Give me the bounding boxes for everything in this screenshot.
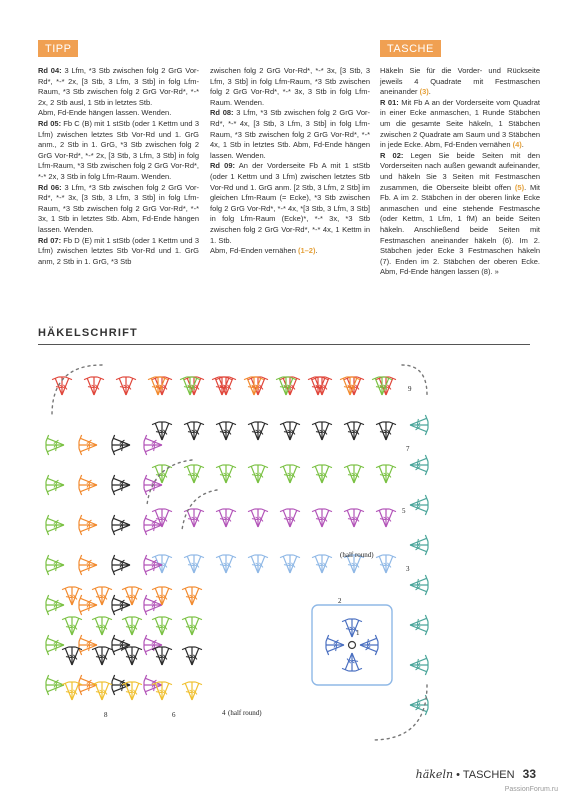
paragraph (38, 119, 199, 183)
paragraph-text-end: . Mit Fb. A im 2. Stäbchen in der oberen linke Ecke anmaschen und eine stehende Festmasche (oder Kettm, 1 Lfm, 1 fM) an beide Seiten häkeln. Anschließend beide Seiten mit Festmaschen aneinander häkeln (6). Im 2. Stäbchen jeder Ecke 3 Festmaschen häkeln (7). Enden im 2. Stäbchen der oberen Ecke. Abm, Fd-Ende hängen lassen (8). » (380, 182, 540, 277)
tasche-tag: TASCHE (380, 40, 441, 57)
paragraph-text: Fb D (E) mit 1 stStb (oder 1 Kettm und 3 Lfm) zwischen letztes Stb Vor-Rd und 1. GrG anm, 2 Stb in 1. GrG, *3 Stb (38, 235, 199, 266)
row-number-label: 5 (402, 507, 406, 515)
row-number-label: 7 (406, 445, 410, 453)
row-number-label: 3 (406, 565, 410, 573)
section-title: HÄKELSCHRIFT (38, 327, 138, 339)
paragraph-text: Legen Sie beide Seiten mit den Vorderseiten nach außen gewandt aufeinander, und häkeln Sie 3 Seiten mit Festmaschen zusammen, die Oberseite bleibt offen (380, 150, 540, 192)
row-number-label: 2 (338, 597, 342, 605)
paragraph (380, 66, 540, 98)
paragraph-text: Häkeln Sie für die Vorder- und Rückseite jeweils 4 Quadrate mit Festmaschen aneinander (380, 66, 540, 97)
crochet-diagram (42, 355, 434, 747)
paragraph (210, 66, 370, 108)
row-number-label: 9 (408, 385, 412, 393)
page-number: 33 (522, 767, 536, 781)
paragraph (380, 98, 540, 151)
row-number-label: 8 (104, 711, 108, 719)
row-number-label: 4 (222, 709, 226, 717)
watermark: PassionForum.ru (504, 786, 558, 793)
paragraph (38, 236, 199, 268)
row-label: Rd 07: (38, 235, 62, 245)
paragraph-text: Fb C (B) mit 1 stStb (oder 1 Kettm und 3 Lfm) zwischen letztes Stb Vor-Rd und 1. GrG anm., 2 Stb in 1. GrG, *3 Stb zwischen folg 2 GrG Vor-Rd*, *-* 2x, [3 Stb, 3 Lfm, 3 Stb] in folg Lfm-Raum, *3 Stb zwischen folg 2 GrG Vor-Rd*, *-* 2x, 3 Stb in folg Lfm-Raum. Wenden. (38, 118, 199, 181)
row-label: R 02: (380, 150, 404, 160)
paragraph (210, 246, 370, 257)
magic-ring (349, 642, 356, 649)
page-footer (416, 767, 536, 781)
tipp-tag: TIPP (38, 40, 78, 57)
row-label: R 01: (380, 97, 399, 107)
row-number-label: 6 (172, 711, 176, 719)
footer-section: TASCHEN (462, 769, 515, 781)
footer-brand: häkeln (415, 768, 454, 781)
text-column-2 (210, 66, 370, 257)
row-label: Rd 09: (210, 161, 235, 171)
chain-arc (372, 685, 427, 740)
row-label: Rd 05: (38, 118, 62, 128)
paragraph-text: Mit Fb A an der Vorderseite vom Quadrat in einer Ecke anmaschen, 1 Runde Stäbchen um die gesamte Seite häkeln, 1 Stäbchen zwischen 2 Quadrate am Saum und 3 Stäbchen in jede Ecke. Abm, Fd-Enden vernähen (380, 97, 540, 150)
paragraph (38, 183, 199, 236)
paragraph-text: An der Vorderseite Fb A mit 1 stStb (oder 1 Kettm und 3 Lfm) zwischen letztes Stb Vor-Rd und 1. GrG anm. [2 Stb, 3 Lfm, 2 Stb] im gleichen Lfm-Raum (= Ecke), *3 Stb zwischen folg 2 GrG Vor-Rd*, *-* 4x, *[3 Stb, 3 Lfm, 3 Stb] in folg Lfm-Raum (Ecke)*, *-* 3x, *3 Stb zwischen folg 2 GrG Vor-Rd*, *-* 4x, 1 Kettm in 1. Stb. (210, 161, 370, 245)
half-round-note: (half round) (340, 551, 374, 559)
text-column-3 (380, 66, 540, 278)
row-label: Rd 04: (38, 66, 62, 75)
paragraph-text: 3 Lfm, *3 Stb zwischen folg 2 GrG Vor-Rd*, *-* 2x, [3 Stb, 3 Lfm, 3 Stb] in folg Lfm-Raum, *3 Stb zwischen folg 2 GrG Vor-Rd*, *-* 2x, 2 Stb ausl, 1 Stb in letztes Stb. (38, 66, 199, 107)
step-reference: (3) (419, 87, 429, 97)
section-divider (38, 344, 530, 345)
paragraph (210, 161, 370, 246)
paragraph-text-end: . (315, 246, 318, 256)
center-square-outline (312, 605, 392, 685)
text-column-1 (38, 66, 199, 267)
step-reference: (5) (514, 182, 525, 192)
paragraph-text: Abm, Fd-Ende hängen lassen. Wenden. (38, 108, 172, 118)
paragraph-text-end: . (428, 87, 431, 97)
step-reference: (1–2) (297, 246, 316, 256)
paragraph-text: 3 Lfm, *3 Stb zwischen folg 2 GrG Vor-Rd*, *-* 3x, [3 Stb, 3 Lfm, 3 Stb] in folg Lfm-Raum, *3 Stb zwischen folg 2 GrG Vor-Rd*, *-* 3x, 1 Stb in letztes Stb. Abm, Fd-Ende hängen lassen. Wenden. (38, 182, 199, 234)
row-label: Rd 08: (210, 108, 234, 118)
footer-dot: • (456, 769, 460, 781)
paragraph (38, 66, 199, 108)
paragraph-text: 3 Lfm, *3 Stb zwischen folg 2 GrG Vor-Rd*, *-* 4x, [3 Stb, 3 Lfm, 3 Stb] in folg Lfm-Raum, *3 Stb zwischen folg 2 GrG Vor-Rd*, *-* 4x, 1 Stb in letztes Stb. Abm, Fd-Ende hängen lassen. Wenden. (210, 108, 371, 160)
paragraph (210, 108, 370, 161)
chain-arc (402, 365, 427, 395)
paragraph (38, 108, 199, 119)
row-label: Rd 06: (38, 182, 62, 192)
row-number-label: 1 (356, 629, 360, 637)
half-round-note: (half round) (228, 709, 262, 717)
paragraph-text: Abm, Fd-Enden vernähen (210, 246, 298, 256)
paragraph (380, 151, 540, 278)
step-reference: (4) (512, 140, 522, 150)
paragraph-text-end: . (521, 140, 524, 150)
paragraph-text: zwischen folg 2 GrG Vor-Rd*, *-* 3x, [3 Stb, 3 Lfm, 3 Stb] in folg Lfm-Raum, *3 Stb zwischen folg 2 GrG Vor-Rd*, *-* 3x, 3 Stb in folg Lfm-Raum. Wenden. (210, 66, 370, 107)
